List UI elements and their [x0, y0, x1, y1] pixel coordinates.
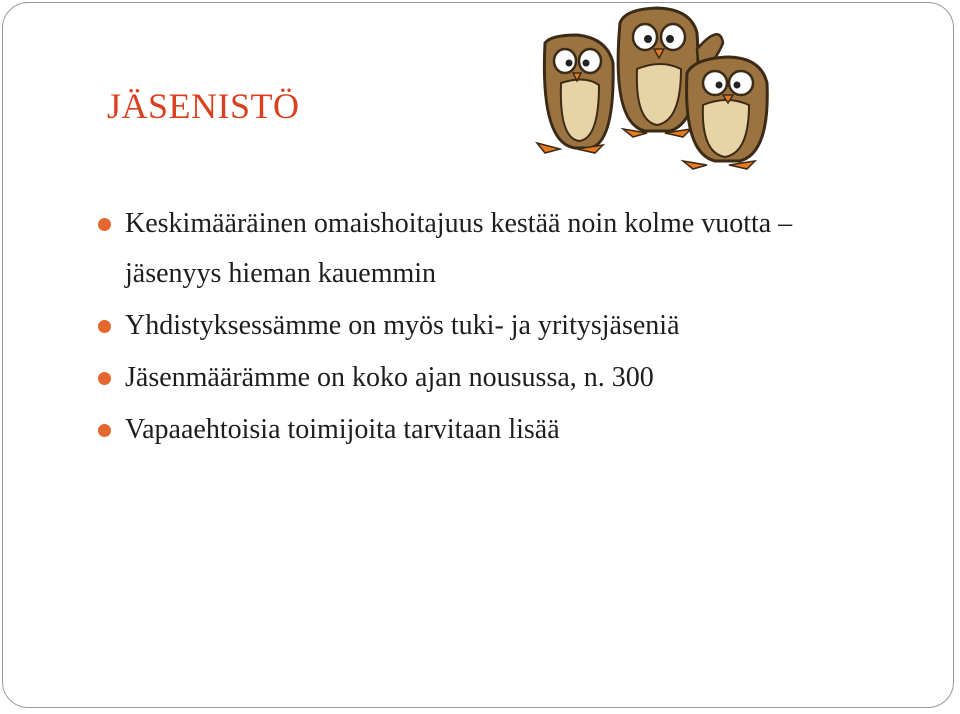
bullet-item	[95, 199, 855, 299]
bullet-list	[95, 199, 855, 457]
owl-right-icon	[683, 57, 767, 169]
bullet-text: Vapaaehtoisia toimijoita tarvitaan lisää	[125, 414, 560, 445]
bullet-dot-icon	[98, 320, 111, 333]
bullet-item	[95, 301, 855, 351]
bullet-item	[95, 405, 855, 455]
bullet-dot-icon	[98, 372, 111, 385]
bullet-text: Keskimääräinen omaishoitajuus kestää noin kolme vuotta – jäsenyys hieman kauemmin	[125, 208, 793, 289]
slide	[2, 2, 954, 708]
bullet-text: Yhdistyksessämme on myös tuki- ja yritysjäseniä	[125, 310, 680, 341]
bullet-dot-icon	[98, 218, 111, 231]
owls-illustration-icon	[515, 3, 775, 173]
slide-title: JÄSENISTÖ	[107, 86, 300, 126]
owl-left-icon	[537, 35, 613, 153]
bullet-dot-icon	[98, 424, 111, 437]
bullet-item	[95, 353, 855, 403]
bullet-text: Jäsenmäärämme on koko ajan nousussa, n. 300	[125, 362, 654, 393]
